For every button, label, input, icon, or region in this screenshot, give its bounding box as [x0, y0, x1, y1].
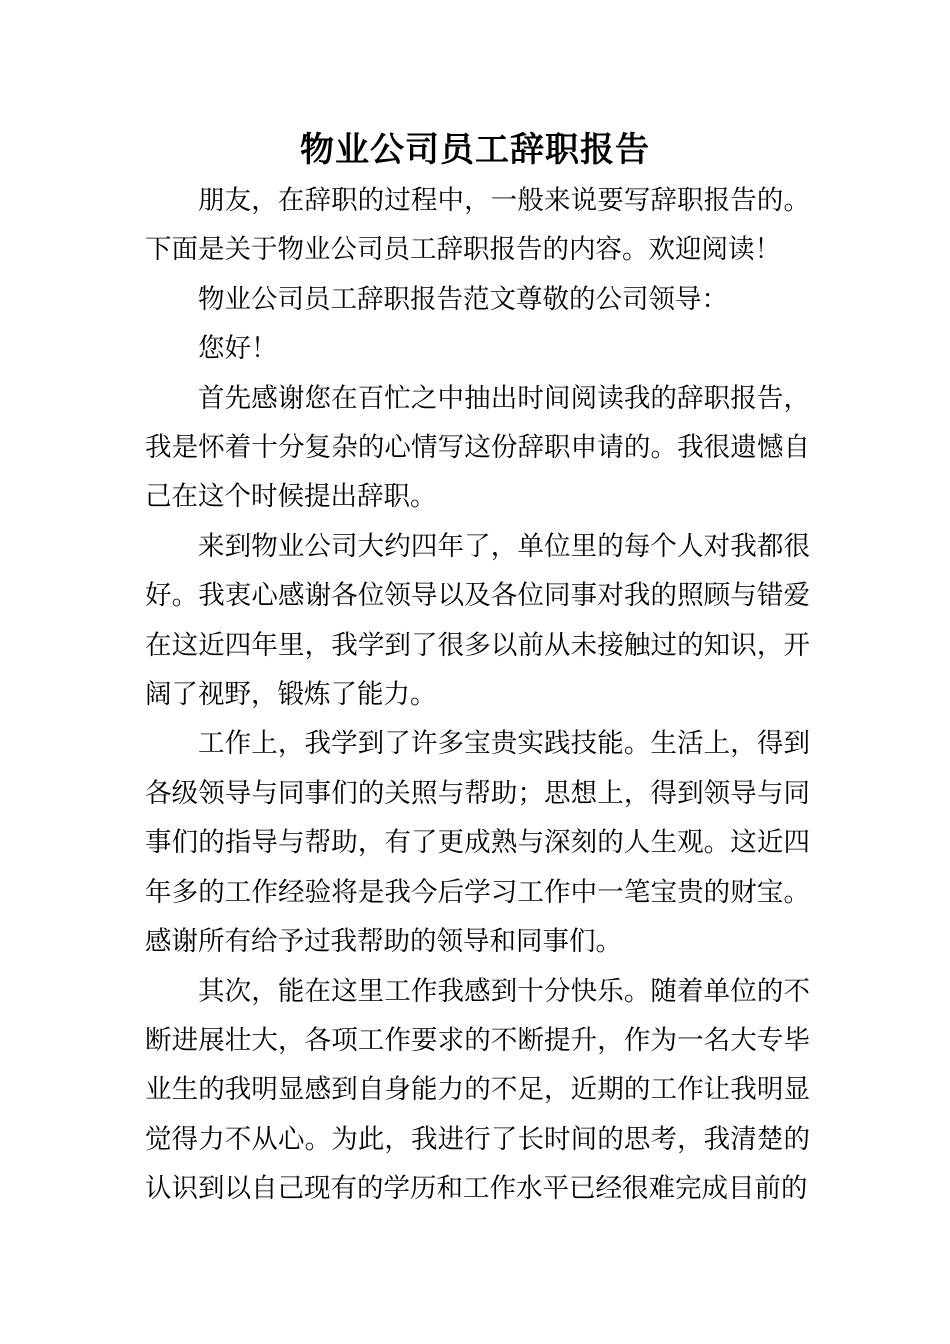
paragraph-salutation-heading: 物业公司员工辞职报告范文尊敬的公司领导：	[198, 283, 728, 315]
document-title: 物业公司员工辞职报告	[300, 130, 650, 170]
paragraph-reason: 其次，能在这里工作我感到十分快乐。随着单位的不断进展壮大，各项工作要求的不断提升，作为一名大专毕业生的我明显感到自身能力的不足，近期的工作让我明显觉得力不从心。为此，我进行了长时间的思考，我清楚的认识到以自己现有的学历和工作水平已经很难完成目前的	[145, 975, 810, 1205]
paragraph-growth: 工作上，我学到了许多宝贵实践技能。生活上，得到各级领导与同事们的关照与帮助；思想上，得到领导与同事们的指导与帮助，有了更成熟与深刻的人生观。这近四年多的工作经验将是我今后学习工作中一笔宝贵的财宝。感谢所有给予过我帮助的领导和同事们。	[145, 728, 810, 958]
paragraph-experience: 来到物业公司大约四年了，单位里的每个人对我都很好。我衷心感谢各位领导以及各位同事对我的照顾与错爱在这近四年里，我学到了很多以前从未接触过的知识，开阔了视野，锻炼了能力。	[145, 530, 810, 711]
paragraph-greeting: 您好！	[198, 333, 278, 365]
paragraph-thanks: 首先感谢您在百忙之中抽出时间阅读我的辞职报告，我是怀着十分复杂的心情写这份辞职申请的。我很遗憾自己在这个时候提出辞职。	[145, 382, 810, 513]
paragraph-intro: 朋友，在辞职的过程中，一般来说要写辞职报告的。下面是关于物业公司员工辞职报告的内容。欢迎阅读！	[145, 185, 810, 266]
document-body	[145, 176, 810, 1214]
